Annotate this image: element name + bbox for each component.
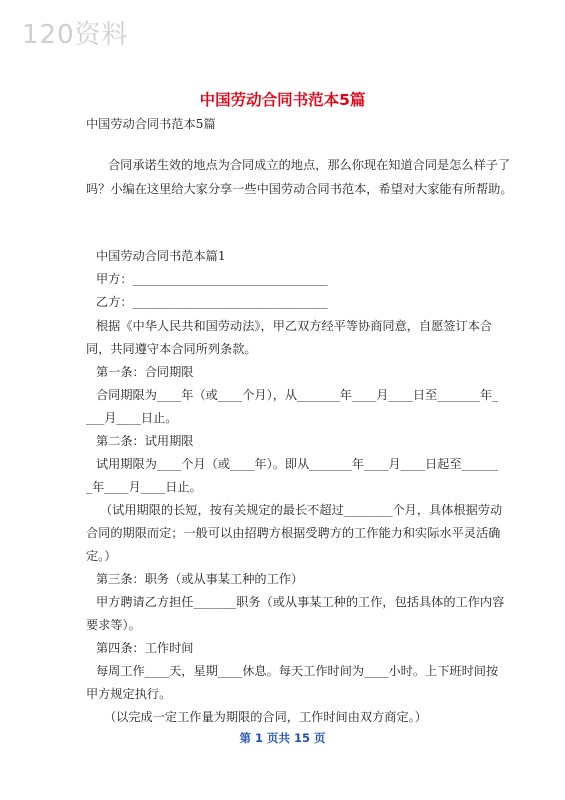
body-line: （试用期限的长短，按有关规定的最长不超过________个月，具体根据劳动 — [100, 503, 503, 517]
body-line: _年____月____日止。 — [86, 480, 202, 494]
intro-line-1: 合同承诺生效的地点为合同成立的地点，那么你现在知道合同是怎么样子了 — [108, 158, 511, 172]
body-line: 要求等）。 — [86, 618, 141, 632]
clause-heading: 第二条：试用期限 — [96, 434, 194, 448]
body-line: 定。） — [86, 549, 117, 563]
body-line: 合同期限为____年（或____个月），从_______年____月____日至_______年_ — [96, 388, 499, 402]
clause-heading: 第四条：工作时间 — [96, 641, 194, 655]
body-line: 每周工作____天，星期____休息。每天工作时间为____小时。上下班时间按 — [96, 664, 499, 678]
body-line: ___月____日止。 — [86, 411, 178, 425]
body-line: 合同的期限而定；一般可以由招聘方根据受聘方的工作能力和实际水平灵活确 — [86, 526, 501, 540]
page-footer: 第 1 页共 15 页 — [239, 731, 326, 745]
body-line: 同，共同遵守本合同所列条款。 — [86, 342, 257, 356]
party-a-line: 甲方：________________________________ — [96, 272, 328, 286]
party-b-line: 乙方：________________________________ — [96, 295, 328, 309]
document-subtitle: 中国劳动合同书范本5篇 — [86, 117, 216, 131]
body-line: 试用期限为____个月（或____年）。即从_______年____月____日起至______ — [96, 457, 499, 471]
watermark-logo: 120资料 — [22, 20, 129, 50]
intro-line-2: 吗？小编在这里给大家分享一些中国劳动合同书范本，希望对大家能有所帮助。 — [86, 182, 513, 196]
body-line: 根据《中华人民共和国劳动法》，甲乙双方经平等协商同意，自愿签订本合 — [96, 319, 493, 333]
clause-heading: 第三条：职务（或从事某工种的工作） — [96, 572, 304, 586]
clause-heading: 第一条：合同期限 — [96, 365, 194, 379]
body-line: 甲方规定执行。 — [86, 687, 172, 701]
body-line: （以完成一定工作量为期限的合同，工作时间由双方商定。） — [104, 710, 427, 724]
section-title: 中国劳动合同书范本篇1 — [96, 249, 226, 263]
document-title: 中国劳动合同书范本5篇 — [199, 91, 366, 109]
body-line: 甲方聘请乙方担任_______职务（或从事某工种的工作，包括具体的工作内容 — [96, 595, 505, 609]
